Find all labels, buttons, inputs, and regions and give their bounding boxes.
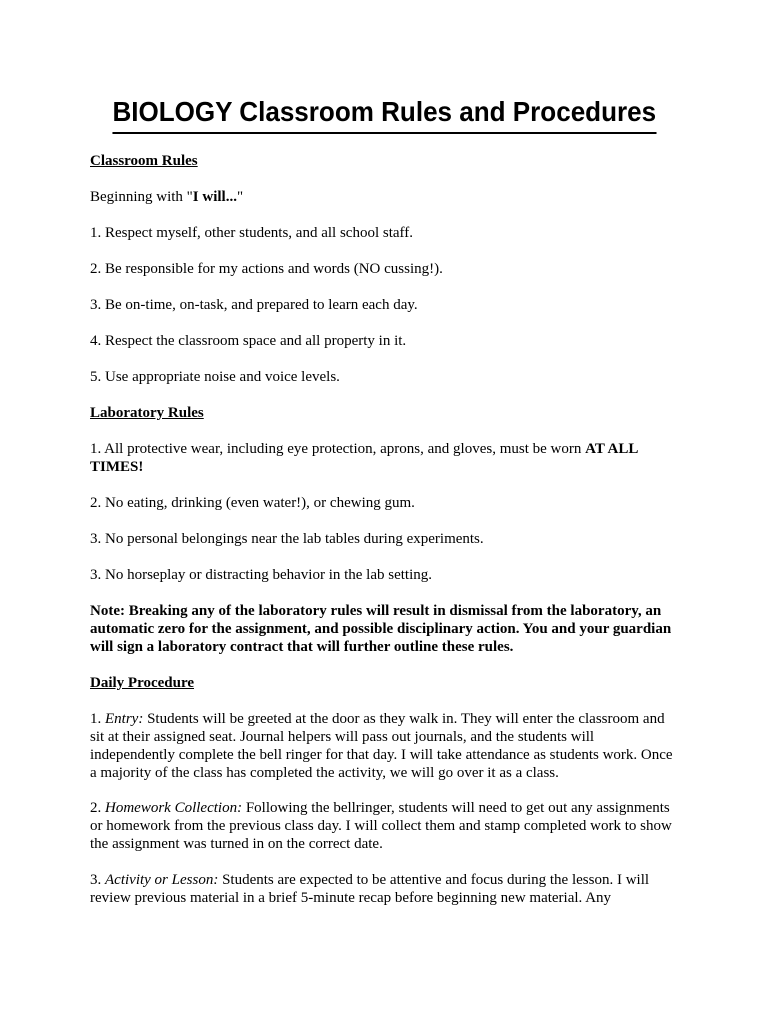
lab-rule-2: 2. No eating, drinking (even water!), or chewing gum. [90,495,415,511]
classroom-rule-4: 4. Respect the classroom space and all property in it. [90,333,407,349]
procedure-activity-lesson: 3. Activity or Lesson: Students are expected to be attentive and focus during the lesson. I will review previous material in a brief 5-minute recap before beginning new material. Any [90,872,650,906]
classroom-rule-3: 3. Be on-time, on-task, and prepared to learn each day. [90,297,418,313]
lab-rules-note: Note: Breaking any of the laboratory rules will result in dismissal from the laboratory, an automatic zero for the assignment, and possible disciplinary action. You and your guardian will sign a laboratory contract that will further outline these rules. [90,603,672,655]
i-will-text: I will... [192,189,237,205]
procedure-homework-collection: 2. Homework Collection: Following the bellringer, students will need to get out any assignments or homework from the previous class day. I will collect them and stamp completed work to show the assignment was turned in on the correct date. [90,800,672,852]
procedure-label: Activity or Lesson: [105,872,219,888]
document-title: BIOLOGY Classroom Rules and Procedures [0,92,768,134]
classroom-rules-intro: Beginning with "I will..." [90,189,244,205]
classroom-rule-1: 1. Respect myself, other students, and all school staff. [90,225,413,241]
lab-rule-3: 3. No personal belongings near the lab tables during experiments. [90,531,484,547]
lab-rule-4: 3. No horseplay or distracting behavior in the lab setting. [90,567,433,583]
procedure-label: Homework Collection: [105,800,243,816]
lab-rule-1: 1. All protective wear, including eye protection, aprons, and gloves, must be worn AT ALL TIMES! [90,441,638,475]
daily-procedure-heading: Daily Procedure [90,675,195,691]
procedure-entry: 1. Entry: Students will be greeted at the door as they walk in. They will enter the classroom and sit at their assigned seat. Journal helpers will pass out journals, and the students will independently complete the bell ringer for that day. I will take attendance as students work. Once a majority of the class has completed the activity, we will go over it as a class. [90,711,673,781]
lab-rules-heading: Laboratory Rules [90,405,204,421]
classroom-rule-5: 5. Use appropriate noise and voice levels. [90,369,340,385]
at-all-times-text: AT ALL TIMES! [90,441,638,475]
classroom-rule-2: 2. Be responsible for my actions and words (NO cussing!). [90,261,443,277]
classroom-rules-heading: Classroom Rules [90,153,198,169]
procedure-label: Entry: [105,711,144,727]
